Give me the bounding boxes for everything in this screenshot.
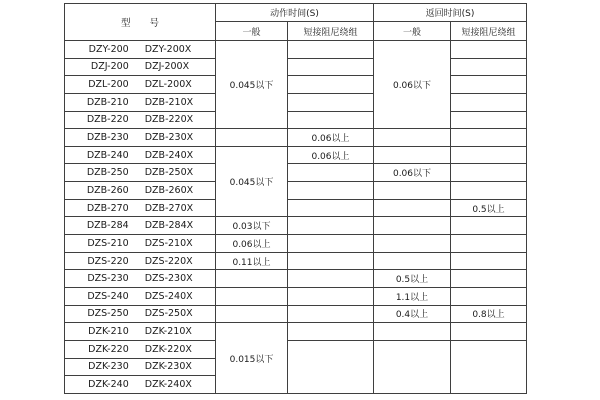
model-cell	[65, 199, 216, 217]
model-number-x: DZK-220X	[144, 343, 192, 355]
value-cell	[288, 199, 374, 217]
model-cell	[65, 323, 216, 341]
relay-spec-table	[64, 3, 527, 394]
value-cell	[451, 129, 527, 147]
model-number: DZS-240	[87, 290, 129, 302]
value-cell	[216, 305, 288, 323]
value-cell: 0.015以下	[216, 323, 288, 394]
value-cell: 0.03以下	[216, 217, 288, 235]
value-cell	[374, 199, 451, 217]
model-cell	[65, 93, 216, 111]
table-row	[65, 323, 527, 341]
value-cell	[288, 164, 374, 182]
model-number: DZY-200	[88, 43, 129, 55]
value-cell	[374, 217, 451, 235]
table-row	[65, 287, 527, 305]
model-cell	[65, 376, 216, 394]
value-cell	[288, 252, 374, 270]
model-number-x: DZL-200X	[144, 79, 192, 91]
header-action-general: 一般	[216, 22, 288, 41]
model-number: DZB-270	[86, 202, 129, 214]
value-cell: 0.06以上	[216, 235, 288, 253]
value-cell	[374, 235, 451, 253]
model-cell	[65, 358, 216, 376]
table-row	[65, 252, 527, 270]
value-cell	[451, 323, 527, 341]
value-cell: 0.06以上	[288, 129, 374, 147]
model-number: DZB-250	[86, 167, 129, 179]
table-row	[65, 146, 527, 164]
value-cell	[451, 287, 527, 305]
value-cell	[451, 182, 527, 200]
model-cell	[65, 305, 216, 323]
header-model: 型 号	[65, 4, 216, 41]
model-cell	[65, 164, 216, 182]
model-number-x: DZB-240X	[144, 149, 194, 161]
model-number-x: DZB-284X	[144, 220, 194, 232]
value-cell	[216, 129, 288, 147]
model-number-x: DZB-270X	[144, 202, 194, 214]
model-number-x: DZB-250X	[144, 167, 194, 179]
model-number-x: DZS-220X	[144, 255, 193, 267]
model-number: DZB-220	[86, 114, 129, 126]
value-cell	[374, 182, 451, 200]
table-row	[65, 270, 527, 288]
value-cell	[288, 235, 374, 253]
value-cell	[451, 76, 527, 94]
value-cell	[451, 235, 527, 253]
model-number-x: DZK-240X	[144, 378, 192, 390]
model-number: DZK-220	[88, 343, 129, 355]
table-row	[65, 58, 527, 76]
model-cell	[65, 252, 216, 270]
table-row	[65, 41, 527, 59]
value-cell	[288, 182, 374, 200]
model-number-x: DZY-200X	[144, 43, 192, 55]
table-row	[65, 340, 527, 358]
table-row	[65, 182, 527, 200]
value-cell	[288, 111, 374, 129]
value-cell	[374, 146, 451, 164]
model-cell	[65, 76, 216, 94]
header-return-shorted-damping: 短接阻尼绕组	[451, 22, 527, 41]
value-cell	[451, 58, 527, 76]
value-cell	[288, 287, 374, 305]
table-body	[65, 41, 527, 394]
value-cell	[288, 93, 374, 111]
model-number-x: DZS-210X	[144, 237, 193, 249]
value-cell	[374, 252, 451, 270]
value-cell: 0.045以下	[216, 146, 288, 217]
model-number: DZS-220	[87, 255, 129, 267]
model-number: DZB-260	[86, 184, 129, 196]
table-row	[65, 111, 527, 129]
value-cell: 0.06以下	[374, 41, 451, 129]
model-number-x: DZJ-200X	[144, 61, 190, 73]
value-cell	[451, 41, 527, 59]
model-number-x: DZS-250X	[144, 308, 193, 320]
model-number-x: DZB-210X	[144, 96, 194, 108]
model-number: DZK-210	[88, 326, 129, 338]
model-cell	[65, 270, 216, 288]
model-number: DZS-250	[87, 308, 129, 320]
table-row	[65, 217, 527, 235]
header-return-general: 一般	[374, 22, 451, 41]
value-cell	[451, 252, 527, 270]
value-cell	[451, 270, 527, 288]
value-cell	[451, 93, 527, 111]
model-cell	[65, 129, 216, 147]
model-number: DZB-284	[86, 220, 129, 232]
model-cell	[65, 287, 216, 305]
model-number: DZB-210	[86, 96, 129, 108]
value-cell	[288, 340, 374, 393]
value-cell	[288, 305, 374, 323]
table-row	[65, 129, 527, 147]
model-number-x: DZS-230X	[144, 273, 193, 285]
value-cell: 0.5以上	[374, 270, 451, 288]
value-cell	[288, 76, 374, 94]
model-number: DZJ-200	[90, 61, 129, 73]
model-cell	[65, 146, 216, 164]
value-cell	[288, 323, 374, 341]
value-cell: 0.045以下	[216, 41, 288, 129]
model-number-x: DZB-260X	[144, 184, 194, 196]
model-cell	[65, 41, 216, 59]
model-number: DZS-230	[87, 273, 129, 285]
table-row	[65, 199, 527, 217]
model-number-x: DZS-240X	[144, 290, 193, 302]
value-cell	[216, 287, 288, 305]
header-return-time: 返回时间(S)	[374, 4, 527, 22]
value-cell	[288, 217, 374, 235]
value-cell	[451, 340, 527, 393]
value-cell: 0.06以下	[374, 164, 451, 182]
value-cell	[288, 270, 374, 288]
value-cell	[374, 340, 451, 393]
table-row	[65, 76, 527, 94]
model-number: DZB-240	[86, 149, 129, 161]
table-row	[65, 164, 527, 182]
value-cell	[288, 58, 374, 76]
model-cell	[65, 235, 216, 253]
value-cell: 0.8以上	[451, 305, 527, 323]
model-cell	[65, 58, 216, 76]
value-cell	[216, 270, 288, 288]
header-action-time: 动作时间(S)	[216, 4, 374, 22]
value-cell	[288, 41, 374, 59]
value-cell	[451, 164, 527, 182]
model-number: DZK-240	[88, 378, 129, 390]
value-cell	[451, 217, 527, 235]
model-cell	[65, 340, 216, 358]
value-cell	[451, 146, 527, 164]
value-cell: 0.4以上	[374, 305, 451, 323]
model-number-x: DZB-230X	[144, 132, 194, 144]
table-row	[65, 235, 527, 253]
model-cell	[65, 217, 216, 235]
table-row	[65, 93, 527, 111]
model-cell	[65, 182, 216, 200]
model-number: DZK-230	[88, 361, 129, 373]
value-cell	[374, 129, 451, 147]
header-action-shorted-damping: 短接阻尼绕组	[288, 22, 374, 41]
model-cell	[65, 111, 216, 129]
model-number: DZB-230	[86, 132, 129, 144]
table-row	[65, 305, 527, 323]
value-cell	[451, 111, 527, 129]
model-number-x: DZK-210X	[144, 326, 192, 338]
model-number: DZS-210	[87, 237, 129, 249]
value-cell: 0.06以上	[288, 146, 374, 164]
model-number: DZL-200	[88, 79, 129, 91]
table-header	[65, 4, 527, 41]
model-number-x: DZK-230X	[144, 361, 192, 373]
model-number-x: DZB-220X	[144, 114, 194, 126]
value-cell: 0.5以上	[451, 199, 527, 217]
value-cell	[374, 323, 451, 341]
value-cell: 1.1以上	[374, 287, 451, 305]
value-cell: 0.11以上	[216, 252, 288, 270]
